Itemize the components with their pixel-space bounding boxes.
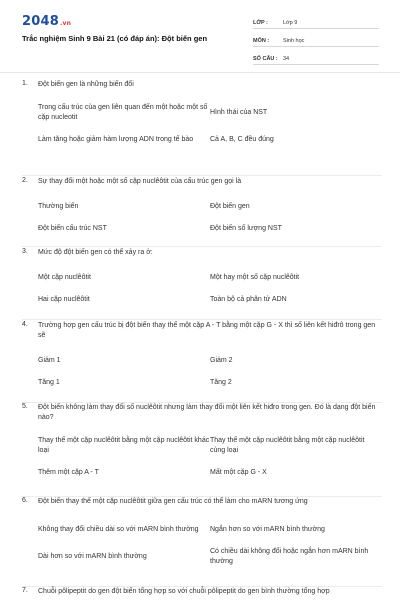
question-text: Sự thay đổi một hoặc một số cặp nuclêôtit của cấu trúc gen gọi là <box>38 178 242 185</box>
answer-option-b[interactable] <box>210 99 380 127</box>
meta-row-class <box>253 14 379 29</box>
answer-option-d[interactable] <box>210 289 380 311</box>
answer-options <box>38 99 382 153</box>
answer-option-text: Cả A, B, C đều đúng <box>210 136 274 143</box>
answer-option-text: Hình thái của NST <box>210 109 268 116</box>
question-5 <box>0 403 400 497</box>
meta-label: SỐ CÂU : <box>253 56 278 62</box>
answer-option-c[interactable] <box>38 544 210 570</box>
question-divider <box>22 175 382 176</box>
question-3 <box>0 248 400 320</box>
answer-option-d[interactable] <box>210 127 380 153</box>
answer-option-c[interactable] <box>38 289 210 311</box>
answer-option-a[interactable] <box>38 196 210 218</box>
question-text: Trường hợp gen cấu trúc bị đột biến thay thế một cặp A - T bằng một cặp G - X thì số liên kết hiđrô trong gen sẽ <box>38 322 376 339</box>
question-text: Mức độ đột biến gen có thể xảy ra ở: <box>38 249 153 256</box>
answer-option-a[interactable] <box>38 432 210 460</box>
answer-option-text: Làm tăng hoặc giảm hàm lượng ADN trong tế bào <box>38 136 194 143</box>
answer-option-a[interactable] <box>38 267 210 289</box>
answer-option-text: Đột biến cấu trúc NST <box>38 225 107 232</box>
answer-option-d[interactable] <box>210 460 380 486</box>
meta-row-subject <box>253 32 379 47</box>
answer-option-text: Ngắn hơn so với mARN bình thường <box>210 526 325 533</box>
answer-option-text: Hai cặp nuclêôtit <box>38 296 90 303</box>
answer-option-d[interactable] <box>210 218 380 240</box>
answer-option-text: Không thay đổi chiều dài so với mARN bình thường <box>38 526 199 533</box>
answer-option-text: Giảm 1 <box>38 357 61 364</box>
answer-option-text: Giảm 2 <box>210 357 233 364</box>
page-header <box>0 0 400 72</box>
answer-option-b[interactable] <box>210 432 380 460</box>
answer-option-text: Toàn bộ cả phân tử ADN <box>210 296 287 303</box>
answer-option-d[interactable] <box>210 544 380 570</box>
question-number: 2. <box>22 177 28 184</box>
answer-options <box>38 432 382 486</box>
answer-options <box>38 196 382 240</box>
answer-option-a[interactable] <box>38 516 210 544</box>
question-divider <box>22 319 382 320</box>
page-title: Trắc nghiệm Sinh 9 Bài 21 (có đáp án): Đột biến gen <box>22 34 208 43</box>
meta-value: Lớp 9 <box>283 20 298 26</box>
question-number: 6. <box>22 497 28 504</box>
answer-option-c[interactable] <box>38 218 210 240</box>
question-text: Đột biến thay thế một cặp nuclêôtit giữa gen cấu trúc có thể làm cho mARN tương ứng <box>38 498 308 505</box>
header-divider <box>0 72 400 73</box>
answer-option-text: Dài hơn so với mARN bình thường <box>38 553 147 560</box>
question-text: Đột biến không làm thay đổi số nuclêôtit nhưng làm thay đổi một liên kết hiđro trong gen. Đó là dạng đột biến nào? <box>38 404 376 421</box>
answer-option-a[interactable] <box>38 99 210 127</box>
answer-option-text: Tăng 1 <box>38 379 60 386</box>
question-divider <box>22 246 382 247</box>
answer-option-c[interactable] <box>38 127 210 153</box>
answer-option-text: Một cặp nuclêôtit <box>38 274 91 281</box>
answer-options <box>38 516 382 570</box>
answer-option-b[interactable] <box>210 516 380 544</box>
question-number: 7. <box>22 587 28 594</box>
answer-option-a[interactable] <box>38 350 210 372</box>
question-number: 5. <box>22 403 28 410</box>
question-4 <box>0 321 400 403</box>
answer-option-b[interactable] <box>210 267 380 289</box>
logo-suffix: .vn <box>59 20 72 27</box>
answer-option-text: Thêm một cặp A - T <box>38 469 99 476</box>
answer-option-text: Một hay một số cặp nuclêôtit <box>210 274 300 281</box>
answer-option-text: Có chiều dài không đổi hoặc ngắn hơn mARN bình thường <box>210 548 369 565</box>
meta-value: Sinh học <box>283 38 305 44</box>
answer-option-c[interactable] <box>38 372 210 394</box>
answer-option-text: Thường biến <box>38 203 79 210</box>
answer-option-c[interactable] <box>38 460 210 486</box>
answer-option-text: Tăng 2 <box>210 379 232 386</box>
question-7 <box>0 587 400 600</box>
answer-options <box>38 350 382 394</box>
site-logo[interactable] <box>22 14 71 29</box>
question-6 <box>0 497 400 587</box>
answer-option-text: Đột biến gen <box>210 203 250 210</box>
question-text: Đột biến gen là những biến đổi <box>38 81 134 88</box>
answer-option-text: Mất một cặp G - X <box>210 469 267 476</box>
question-number: 1. <box>22 80 28 87</box>
answer-option-d[interactable] <box>210 372 380 394</box>
logo-text: 2048 <box>22 14 59 29</box>
answer-options <box>38 267 382 311</box>
question-text: Chuỗi pôlipeptit do gen đột biến tổng hợp so với chuỗi pôlipeptit do gen bình thường tổng hợp <box>38 588 330 595</box>
meta-value: 34 <box>283 56 290 62</box>
answer-option-b[interactable] <box>210 350 380 372</box>
answer-option-text: Thay thế một cặp nuclêôtit bằng một cặp nuclêôtit khác loại <box>38 437 210 454</box>
question-number: 3. <box>22 248 28 255</box>
meta-row-count <box>253 50 379 65</box>
meta-panel <box>253 14 379 68</box>
question-number: 4. <box>22 321 28 328</box>
meta-label: LỚP : <box>253 20 268 26</box>
answer-option-text: Thay thế một cặp nuclêôtit bằng một cặp nuclêôtit cùng loại <box>210 437 365 454</box>
meta-label: MÔN : <box>253 38 270 44</box>
answer-option-text: Trong cấu trúc của gen liên quan đến một hoặc một số cặp nucleotit <box>38 104 208 121</box>
question-2 <box>0 177 400 247</box>
answer-option-text: Đột biến số lượng NST <box>210 225 282 232</box>
answer-option-b[interactable] <box>210 196 380 218</box>
question-1 <box>0 80 400 176</box>
